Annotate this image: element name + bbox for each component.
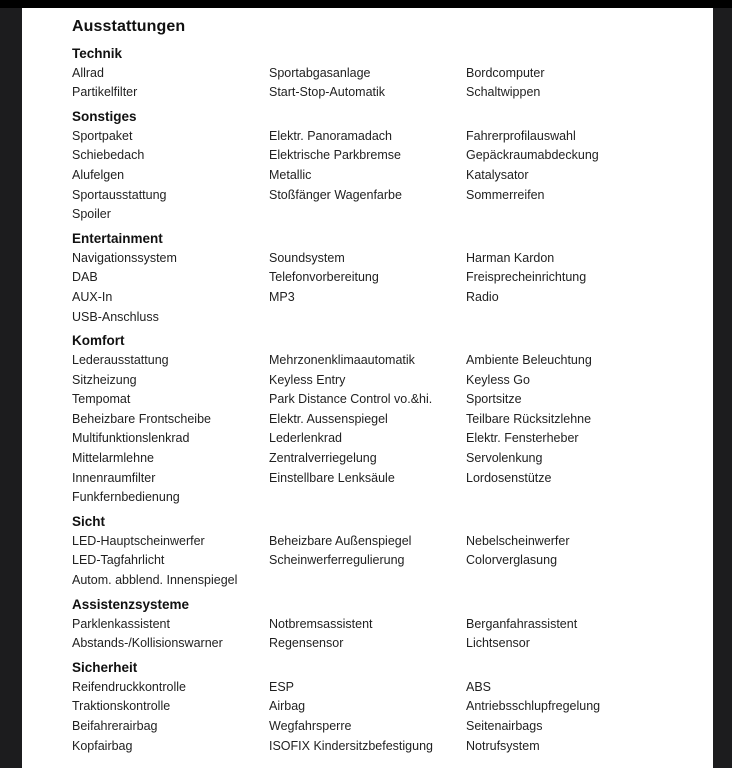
feature-row bbox=[72, 371, 693, 391]
feature-item: Beheizbare Außenspiegel bbox=[269, 533, 412, 548]
feature-item: Tempomat bbox=[72, 392, 131, 407]
feature-item: Einstellbare Lenksäule bbox=[269, 470, 395, 485]
section-heading: Technik bbox=[72, 46, 123, 61]
section-komfort bbox=[72, 331, 693, 507]
feature-item: Elektr. Fensterheber bbox=[466, 431, 579, 446]
feature-item: Beheizbare Frontscheibe bbox=[72, 411, 211, 426]
feature-row bbox=[72, 449, 693, 469]
feature-item: Schiebedach bbox=[72, 148, 145, 163]
feature-item: Navigationssystem bbox=[72, 250, 177, 265]
feature-item: LED-Tagfahrlicht bbox=[72, 553, 165, 568]
section-heading: Komfort bbox=[72, 333, 125, 349]
feature-row bbox=[72, 64, 693, 84]
feature-item: Servolenkung bbox=[466, 451, 543, 466]
feature-item: Alufelgen bbox=[72, 167, 125, 182]
viewer-top-bar bbox=[0, 0, 732, 8]
feature-item: Colorverglasung bbox=[466, 553, 558, 568]
feature-item: Scheinwerferregulierung bbox=[269, 553, 405, 568]
feature-item: AUX-In bbox=[72, 289, 113, 304]
feature-item: Notrufsystem bbox=[466, 738, 540, 753]
feature-item: USB-Anschluss bbox=[72, 309, 159, 324]
feature-item: LED-Hauptscheinwerfer bbox=[72, 533, 205, 548]
feature-item: Lederausstattung bbox=[72, 353, 169, 368]
feature-item: Nebelscheinwerfer bbox=[466, 533, 570, 548]
feature-item: Notbremsassistent bbox=[269, 616, 373, 631]
feature-item: Airbag bbox=[269, 699, 306, 714]
feature-row bbox=[72, 615, 693, 635]
feature-row bbox=[72, 429, 693, 449]
feature-row bbox=[72, 532, 693, 552]
feature-item: Metallic bbox=[269, 167, 312, 182]
feature-item: Teilbare Rücksitzlehne bbox=[466, 411, 592, 426]
feature-item: Mittelarmlehne bbox=[72, 451, 154, 466]
feature-item: Traktionskontrolle bbox=[72, 699, 171, 714]
feature-row bbox=[72, 697, 693, 717]
feature-item: Elektr. Panoramadach bbox=[269, 128, 392, 143]
feature-item: Reifendruckkontrolle bbox=[72, 679, 186, 694]
feature-item: Seitenairbags bbox=[466, 718, 543, 733]
feature-row bbox=[72, 410, 693, 430]
feature-row bbox=[72, 571, 693, 591]
feature-item: Sportabgasanlage bbox=[269, 65, 371, 80]
feature-item: DAB bbox=[72, 270, 98, 285]
feature-item: Freisprecheinrichtung bbox=[466, 270, 587, 285]
feature-item: ISOFIX Kindersitzbefestigung bbox=[269, 738, 433, 753]
feature-row bbox=[72, 249, 693, 269]
feature-item: Sportpaket bbox=[72, 128, 133, 143]
feature-item: Gepäckraumabdeckung bbox=[466, 148, 599, 163]
feature-item: Sportausstattung bbox=[72, 187, 167, 202]
feature-item: Elektrische Parkbremse bbox=[269, 148, 401, 163]
feature-item: Innenraumfilter bbox=[72, 470, 156, 485]
feature-item: Spoiler bbox=[72, 207, 111, 222]
feature-row bbox=[72, 469, 693, 489]
feature-item: Fahrerprofilauswahl bbox=[466, 128, 576, 143]
feature-row bbox=[72, 288, 693, 308]
feature-item: Keyless Go bbox=[466, 372, 530, 387]
feature-item: Beifahrerairbag bbox=[72, 718, 158, 733]
feature-row bbox=[72, 717, 693, 737]
feature-item: Soundsystem bbox=[269, 250, 345, 265]
feature-row bbox=[72, 551, 693, 571]
feature-item: Funkfernbedienung bbox=[72, 490, 180, 505]
feature-item: Mehrzonenklimaautomatik bbox=[269, 353, 415, 368]
feature-item: Autom. abblend. Innenspiegel bbox=[72, 573, 238, 587]
feature-item: Ambiente Beleuchtung bbox=[466, 353, 592, 368]
section-sicherheit bbox=[72, 658, 693, 756]
feature-row bbox=[72, 205, 693, 225]
feature-row bbox=[72, 268, 693, 288]
feature-item: Regensensor bbox=[269, 636, 344, 651]
feature-item: MP3 bbox=[269, 289, 295, 304]
feature-item: Lichtsensor bbox=[466, 636, 530, 651]
section-technik bbox=[72, 44, 693, 103]
feature-item: Elektr. Aussenspiegel bbox=[269, 411, 388, 426]
feature-item: Sitzheizung bbox=[72, 372, 137, 387]
section-heading: Entertainment bbox=[72, 231, 163, 247]
feature-item: Lederlenkrad bbox=[269, 431, 342, 446]
feature-row bbox=[72, 351, 693, 371]
document-page bbox=[22, 8, 713, 768]
feature-row bbox=[72, 678, 693, 698]
section-sicht bbox=[72, 512, 693, 590]
section-heading: Sicherheit bbox=[72, 660, 138, 676]
feature-item: Telefonvorbereitung bbox=[269, 270, 379, 285]
feature-row bbox=[72, 146, 693, 166]
feature-item: Allrad bbox=[72, 65, 104, 80]
feature-item: Multifunktionslenkrad bbox=[72, 431, 190, 446]
section-heading: Sonstiges bbox=[72, 109, 137, 125]
feature-row bbox=[72, 186, 693, 206]
feature-item: Lordosenstütze bbox=[466, 470, 552, 485]
feature-item: Start-Stop-Automatik bbox=[269, 85, 386, 100]
feature-row bbox=[72, 737, 693, 757]
feature-item: ESP bbox=[269, 679, 295, 694]
feature-item: Berganfahrassistent bbox=[466, 616, 578, 631]
section-assistenzsysteme bbox=[72, 595, 693, 654]
section-heading: Assistenzsysteme bbox=[72, 596, 190, 612]
feature-item: Schaltwippen bbox=[466, 85, 541, 100]
feature-item: Wegfahrsperre bbox=[269, 718, 352, 733]
feature-item: Kopfairbag bbox=[72, 738, 133, 753]
feature-item: Stoßfänger Wagenfarbe bbox=[269, 187, 402, 202]
feature-row bbox=[72, 166, 693, 186]
feature-item: Parklenkassistent bbox=[72, 616, 170, 631]
feature-row bbox=[72, 83, 693, 103]
section-sonstiges bbox=[72, 107, 693, 225]
feature-item: Zentralverriegelung bbox=[269, 451, 377, 466]
section-entertainment bbox=[72, 229, 693, 327]
feature-item: ABS bbox=[466, 679, 492, 694]
feature-row bbox=[72, 127, 693, 147]
feature-item: Katalysator bbox=[466, 167, 529, 182]
feature-row bbox=[72, 308, 693, 328]
feature-item: Bordcomputer bbox=[466, 65, 545, 80]
feature-row bbox=[72, 390, 693, 410]
feature-row bbox=[72, 634, 693, 654]
feature-item: Antriebsschlupfregelung bbox=[466, 699, 601, 714]
feature-item: Keyless Entry bbox=[269, 372, 346, 387]
feature-item: Radio bbox=[466, 289, 499, 304]
feature-item: Abstands-/Kollisionswarner bbox=[72, 636, 223, 651]
sections bbox=[72, 44, 693, 756]
feature-item: Harman Kardon bbox=[466, 250, 555, 265]
page-title: Ausstattungen bbox=[72, 18, 186, 35]
section-heading: Sicht bbox=[72, 514, 106, 530]
feature-item: Park Distance Control vo.&hi. bbox=[269, 392, 433, 407]
feature-item: Partikelfilter bbox=[72, 85, 138, 100]
feature-item: Sportsitze bbox=[466, 392, 522, 407]
feature-item: Sommerreifen bbox=[466, 187, 545, 202]
feature-row bbox=[72, 488, 693, 508]
